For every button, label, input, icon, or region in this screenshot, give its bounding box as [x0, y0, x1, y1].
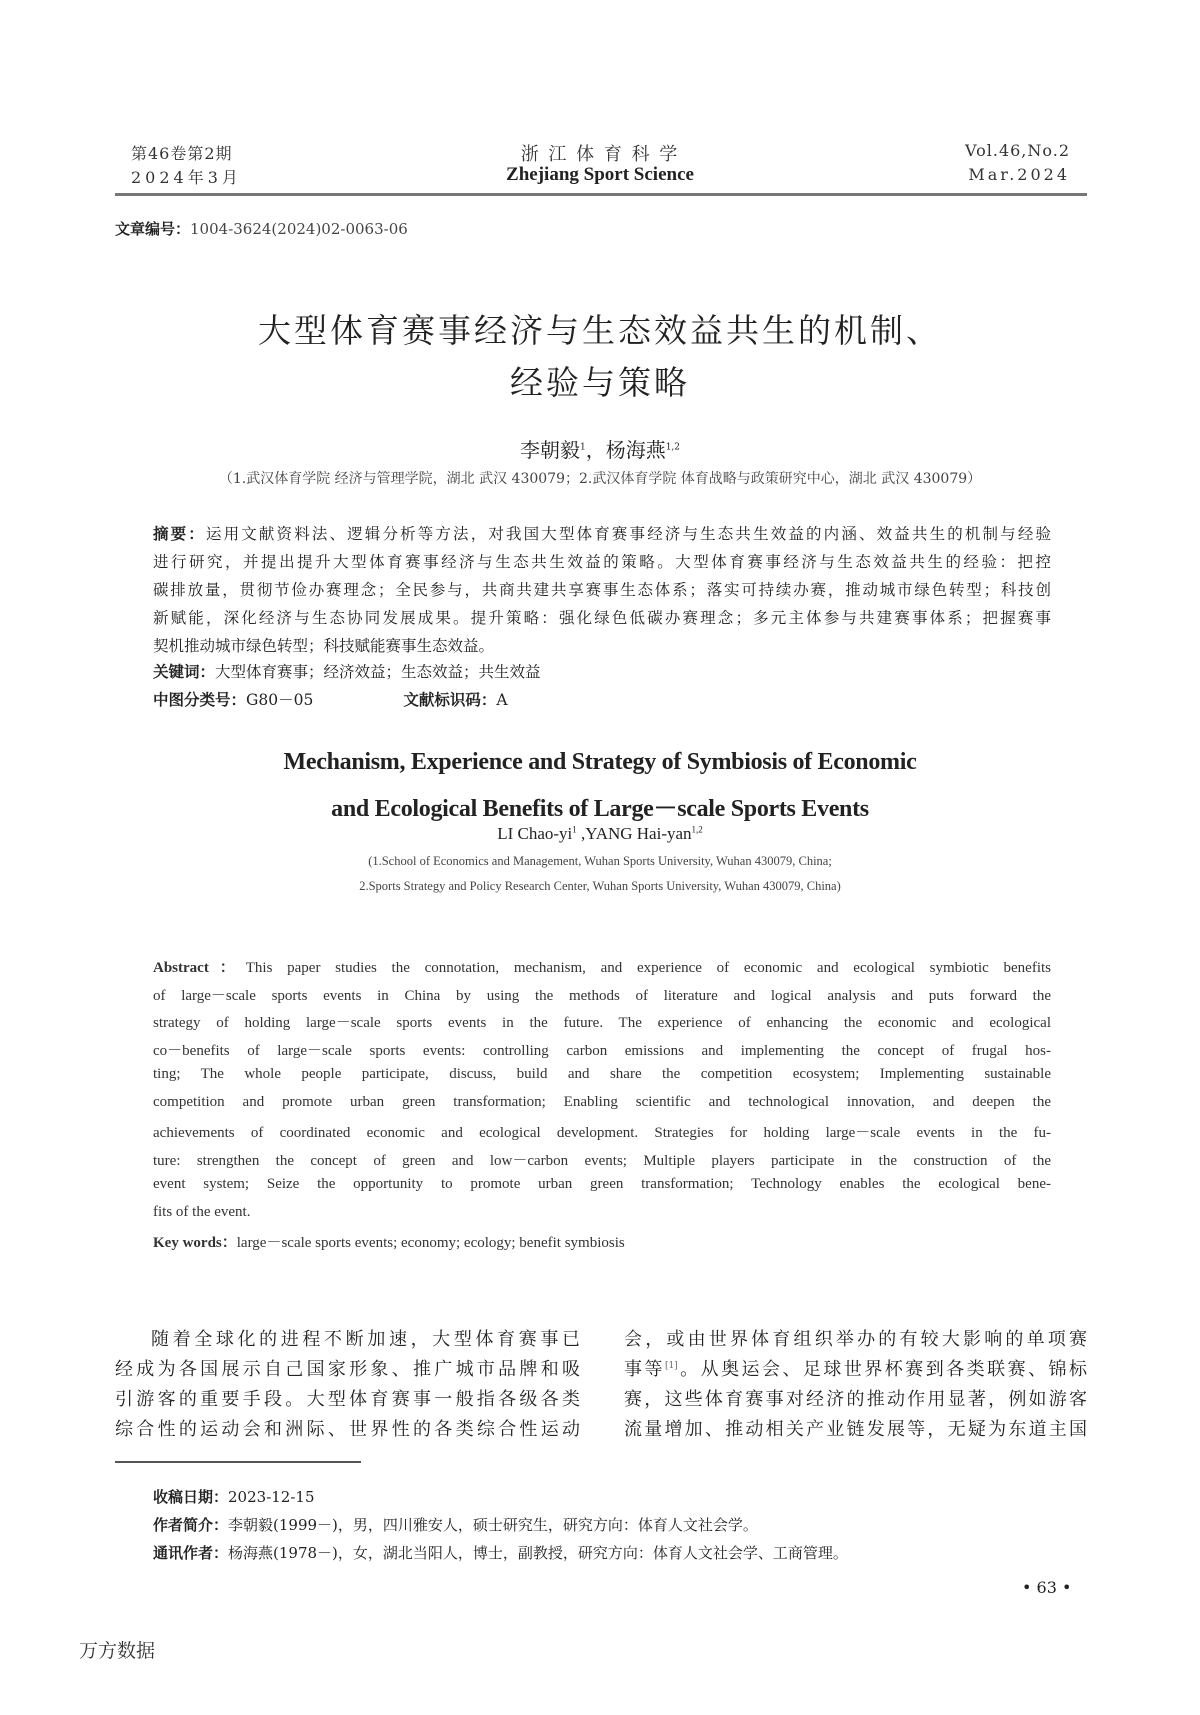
article-number-label: 文章编号： — [115, 220, 191, 238]
classification — [153, 688, 1051, 710]
footnote-corresponding — [153, 1542, 848, 1563]
abstract-en-label: Abstract： — [153, 960, 246, 976]
date-cn: 2024年3月 — [131, 168, 242, 187]
volume-issue-en: Vol.46,No.2 — [965, 141, 1070, 160]
author-en-1-sup: 1 — [572, 824, 577, 835]
title-cn-line-2: 经验与策略 — [510, 363, 690, 402]
footnote-rule — [115, 1461, 361, 1463]
abstract-en-line: co－benefits of large－scale sports events: controlling carbon emissions and implementing the concept of frugal hos- — [153, 1042, 1051, 1059]
abstract-en-line: event system; Seize the opportunity to promote urban green transformation; Technology enables the ecological bene- — [153, 1176, 1051, 1192]
affiliation-en-1: (1.School of Economics and Management, Wuhan Sports University, Wuhan 430079, China; — [368, 854, 832, 868]
article-number-value: 1004-3624(2024)02-0063-06 — [190, 220, 408, 238]
affiliation-en-2: 2.Sports Strategy and Policy Research Center, Wuhan Sports University, Wuhan 430079, China) — [359, 879, 841, 893]
abstract-cn-line: 进行研究，并提出提升大型体育赛事经济与生态共生效益的策略。大型体育赛事经济与生态效益共生的经验：把控 — [153, 553, 1051, 571]
footnote-received — [153, 1486, 315, 1507]
author-1-sup: 1 — [579, 442, 586, 453]
journal-name-en: Zhejiang Sport Science — [506, 164, 694, 185]
body-text: 事等 — [624, 1359, 665, 1380]
keywords-en-label: Key words： — [153, 1235, 237, 1251]
authors-cn — [0, 434, 1200, 463]
author-en-2-sup: 1,2 — [691, 824, 703, 835]
footnote-label: 收稿日期： — [153, 1488, 229, 1506]
author-2-sup: 1,2 — [665, 442, 681, 453]
citation-ref[interactable]: [1] — [664, 1361, 678, 1371]
body-left-line: 综合性的运动会和洲际、世界性的各类综合性运动 — [115, 1419, 580, 1440]
abstract-en-text: This paper studies the connotation, mechanism, and experience of economic and ecological symbiotic benefits — [245, 960, 1051, 976]
keywords-cn-value: 大型体育赛事；经济效益；生态效益；共生效益 — [215, 663, 541, 681]
keywords-en — [153, 1231, 1051, 1252]
footnote-label: 通讯作者： — [153, 1544, 229, 1562]
footnote-value: 杨海燕(1978－)，女，湖北当阳人，博士，副教授，研究方向：体育人文社会学、工商管理。 — [228, 1544, 848, 1562]
abstract-en-line: achievements of coordinated economic and ecological development. Strategies for holding large－scale events in the fu- — [153, 1125, 1051, 1141]
author-1: 李朝毅 — [519, 438, 580, 462]
author-en-sep: , — [576, 824, 586, 843]
keywords-cn — [153, 660, 1051, 682]
body-left-line: 随着全球化的进程不断加速，大型体育赛事已 — [151, 1329, 580, 1350]
doc-code-label: 文献标识码： — [403, 691, 497, 709]
body-right-line: 流量增加、推动相关产业链发展等，无疑为东道主国 — [624, 1419, 1087, 1440]
body-right-line: 赛，这些体育赛事对经济的推动作用显著，例如游客 — [624, 1389, 1087, 1410]
title-en-line-1: Mechanism, Experience and Strategy of Symbiosis of Economic — [283, 749, 917, 775]
authors-en — [0, 824, 1200, 844]
abstract-cn-line: 新赋能，深化经济与生态协同发展成果。提升策略：强化绿色低碳办赛理念；多元主体参与共建赛事体系；把握赛事 — [153, 609, 1051, 627]
body-left-line: 经成为各国展示自己国家形象、推广城市品牌和吸 — [115, 1359, 580, 1380]
author-en-1: LI Chao-yi — [497, 824, 573, 843]
page-number: • 63 • — [1022, 1578, 1072, 1597]
abstract-en-line: ture: strengthen the concept of green and low－carbon events; Multiple players participate in the construction of the — [153, 1152, 1051, 1169]
header-rule — [115, 193, 1087, 196]
journal-name-cn: 浙 江 体 育 科 学 — [520, 144, 680, 165]
footnote-value: 2023-12-15 — [228, 1488, 315, 1506]
footnote-label: 作者简介： — [153, 1516, 229, 1534]
keywords-cn-label: 关键词： — [153, 663, 216, 681]
article-number — [115, 218, 408, 239]
abstract-cn-line: 碳排放量，贯彻节俭办赛理念；全民参与，共商共建共享赛事生态体系；落实可持续办赛，推动城市绿色转型；科技创 — [153, 581, 1051, 599]
doc-code-value: A — [496, 691, 508, 709]
footnote-value: 李朝毅(1999－)，男，四川雅安人，硕士研究生，研究方向：体育人文社会学。 — [228, 1516, 758, 1534]
classification-label: 中图分类号： — [153, 691, 247, 709]
abstract-cn-line — [153, 522, 1051, 544]
body-left-line: 引游客的重要手段。大型体育赛事一般指各级各类 — [115, 1389, 580, 1410]
abstract-cn-text: 运用文献资料法、逻辑分析等方法，对我国大型体育赛事经济与生态共生效益的内涵、效益共生的机制与经验 — [205, 525, 1051, 543]
abstract-en-line — [153, 956, 1051, 977]
title-cn-line-1: 大型体育赛事经济与生态效益共生的机制、 — [258, 311, 942, 350]
volume-issue-cn: 第46卷第2期 — [131, 144, 233, 163]
author-en-2: YANG Hai-yan — [585, 824, 692, 843]
abstract-en-line: ting; The whole people participate, discuss, build and share the competition ecosystem; Implementing sustainable — [153, 1066, 1051, 1082]
body-text: 。从奥运会、足球世界杯赛到各类联赛、锦标 — [677, 1359, 1088, 1380]
abstract-en-line: competition and promote urban green transformation; Enabling scientific and technological innovation, and deepen the — [153, 1093, 1051, 1110]
body-right-line: 会，或由世界体育组织举办的有较大影响的单项赛 — [624, 1329, 1087, 1350]
abstract-en-line: of large－scale sports events in China by using the methods of literature and logical analysis and puts forward the — [153, 987, 1051, 1004]
date-en: Mar.2024 — [968, 165, 1070, 184]
abstract-en-line: strategy of holding large－scale sports events in the future. The experience of enhancing the economic and ecological — [153, 1015, 1051, 1031]
footnote-author — [153, 1514, 758, 1535]
affiliation-cn: （1.武汉体育学院 经济与管理学院，湖北 武汉 430079；2.武汉体育学院 体育战略与政策研究中心，湖北 武汉 430079） — [218, 471, 982, 487]
classification-value: G80－05 — [246, 691, 314, 709]
title-en-line-2: and Ecological Benefits of Large－scale Sports Events — [331, 796, 869, 822]
author-sep: ， — [585, 438, 606, 462]
abstract-cn-label: 摘要： — [153, 525, 206, 543]
abstract-en-line: fits of the event. — [153, 1203, 251, 1220]
author-2: 杨海燕 — [605, 438, 666, 462]
watermark: 万方数据 — [79, 1640, 156, 1662]
abstract-cn-line: 契机推动城市绿色转型；科技赋能赛事生态效益。 — [153, 637, 495, 655]
body-right-line — [624, 1355, 1087, 1381]
keywords-en-value: large－scale sports events; economy; ecology; benefit symbiosis — [236, 1235, 625, 1251]
